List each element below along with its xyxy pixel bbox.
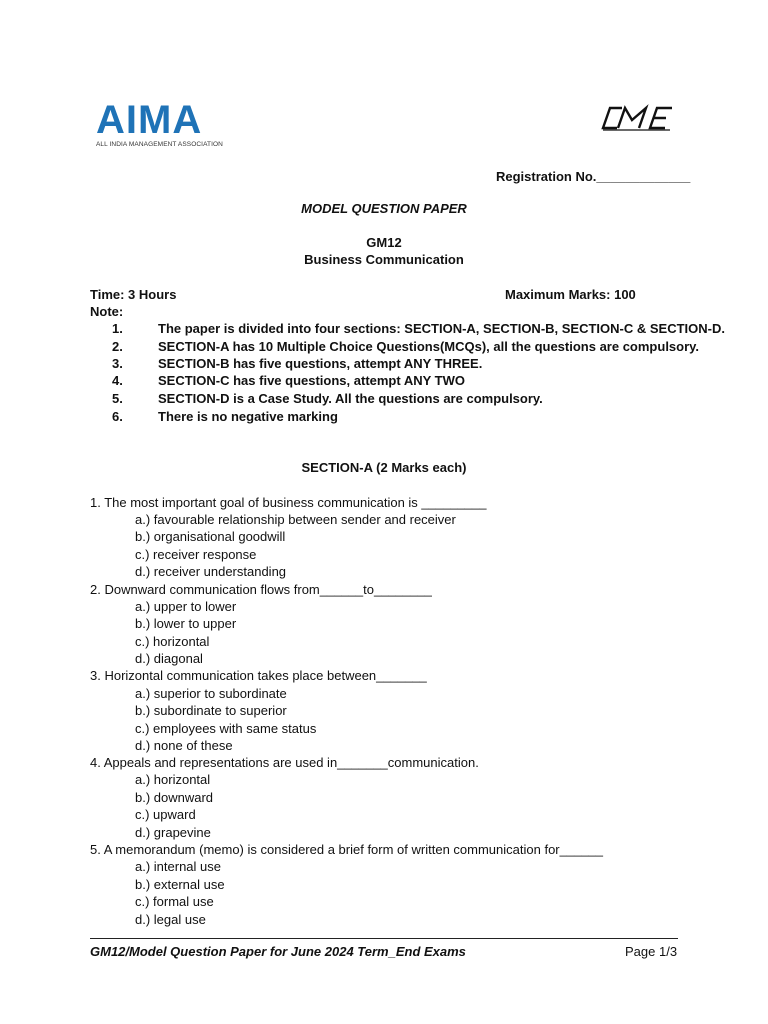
footer-paper-info: GM12/Model Question Paper for June 2024 Term_End Exams: [90, 944, 466, 959]
question-option: d.) diagonal: [135, 651, 203, 666]
question-option: b.) downward: [135, 790, 214, 805]
cme-logo-icon: [600, 104, 680, 132]
question-option: b.) subordinate to superior: [135, 703, 287, 718]
course-code: GM12: [366, 235, 402, 250]
aima-logo-text: AIMA: [96, 98, 203, 142]
question-option: a.) internal use: [135, 859, 221, 874]
question-option: b.) lower to upper: [135, 616, 237, 631]
question-option: c.) receiver response: [135, 547, 257, 562]
note-number: 3.: [112, 356, 123, 371]
page-number: Page 1/3: [625, 944, 678, 959]
registration-number-field: Registration No._____________: [496, 169, 691, 184]
cme-logo: [600, 104, 680, 132]
section-a-title: SECTION-A (2 Marks each): [301, 460, 467, 475]
note-text: SECTION-C has five questions, attempt ANY TWO: [158, 373, 465, 388]
question-option: a.) upper to lower: [135, 599, 237, 614]
question-option: c.) upward: [135, 807, 196, 822]
question-text: 1. The most important goal of business communication is _________: [90, 495, 487, 510]
question-option: d.) legal use: [135, 912, 206, 927]
note-text: There is no negative marking: [158, 409, 338, 424]
note-number: 6.: [112, 409, 123, 424]
paper-title: MODEL QUESTION PAPER: [301, 201, 467, 216]
time-allowed: Time: 3 Hours: [90, 287, 177, 302]
question-option: c.) horizontal: [135, 634, 210, 649]
question-option: a.) favourable relationship between sender and receiver: [135, 512, 456, 527]
note-number: 5.: [112, 391, 123, 406]
aima-logo: [96, 100, 226, 150]
note-number: 2.: [112, 339, 123, 354]
question-option: b.) organisational goodwill: [135, 529, 286, 544]
question-option: d.) none of these: [135, 738, 233, 753]
note-number: 1.: [112, 321, 123, 336]
note-label: Note:: [90, 304, 124, 319]
question-option: a.) superior to subordinate: [135, 686, 287, 701]
question-option: a.) horizontal: [135, 772, 211, 787]
note-text: SECTION-B has five questions, attempt ANY THREE.: [158, 356, 483, 371]
note-number: 4.: [112, 373, 123, 388]
footer-divider: [90, 938, 678, 939]
course-name: Business Communication: [304, 252, 464, 267]
aima-tagline: ALL INDIA MANAGEMENT ASSOCIATION: [96, 141, 223, 148]
note-text: The paper is divided into four sections: SECTION-A, SECTION-B, SECTION-C & SECTION-D.: [158, 321, 725, 336]
question-option: d.) receiver understanding: [135, 564, 287, 579]
question-text: 4. Appeals and representations are used in_______communication.: [90, 755, 479, 770]
question-option: d.) grapevine: [135, 825, 211, 840]
maximum-marks: Maximum Marks: 100: [505, 287, 636, 302]
note-text: SECTION-D is a Case Study. All the questions are compulsory.: [158, 391, 543, 406]
question-text: 3. Horizontal communication takes place between_______: [90, 668, 427, 683]
question-option: c.) formal use: [135, 894, 214, 909]
question-text: 2. Downward communication flows from______to________: [90, 582, 432, 597]
note-text: SECTION-A has 10 Multiple Choice Questions(MCQs), all the questions are compulsory.: [158, 339, 700, 354]
question-option: c.) employees with same status: [135, 721, 317, 736]
question-text: 5. A memorandum (memo) is considered a brief form of written communication for______: [90, 842, 604, 857]
question-option: b.) external use: [135, 877, 225, 892]
